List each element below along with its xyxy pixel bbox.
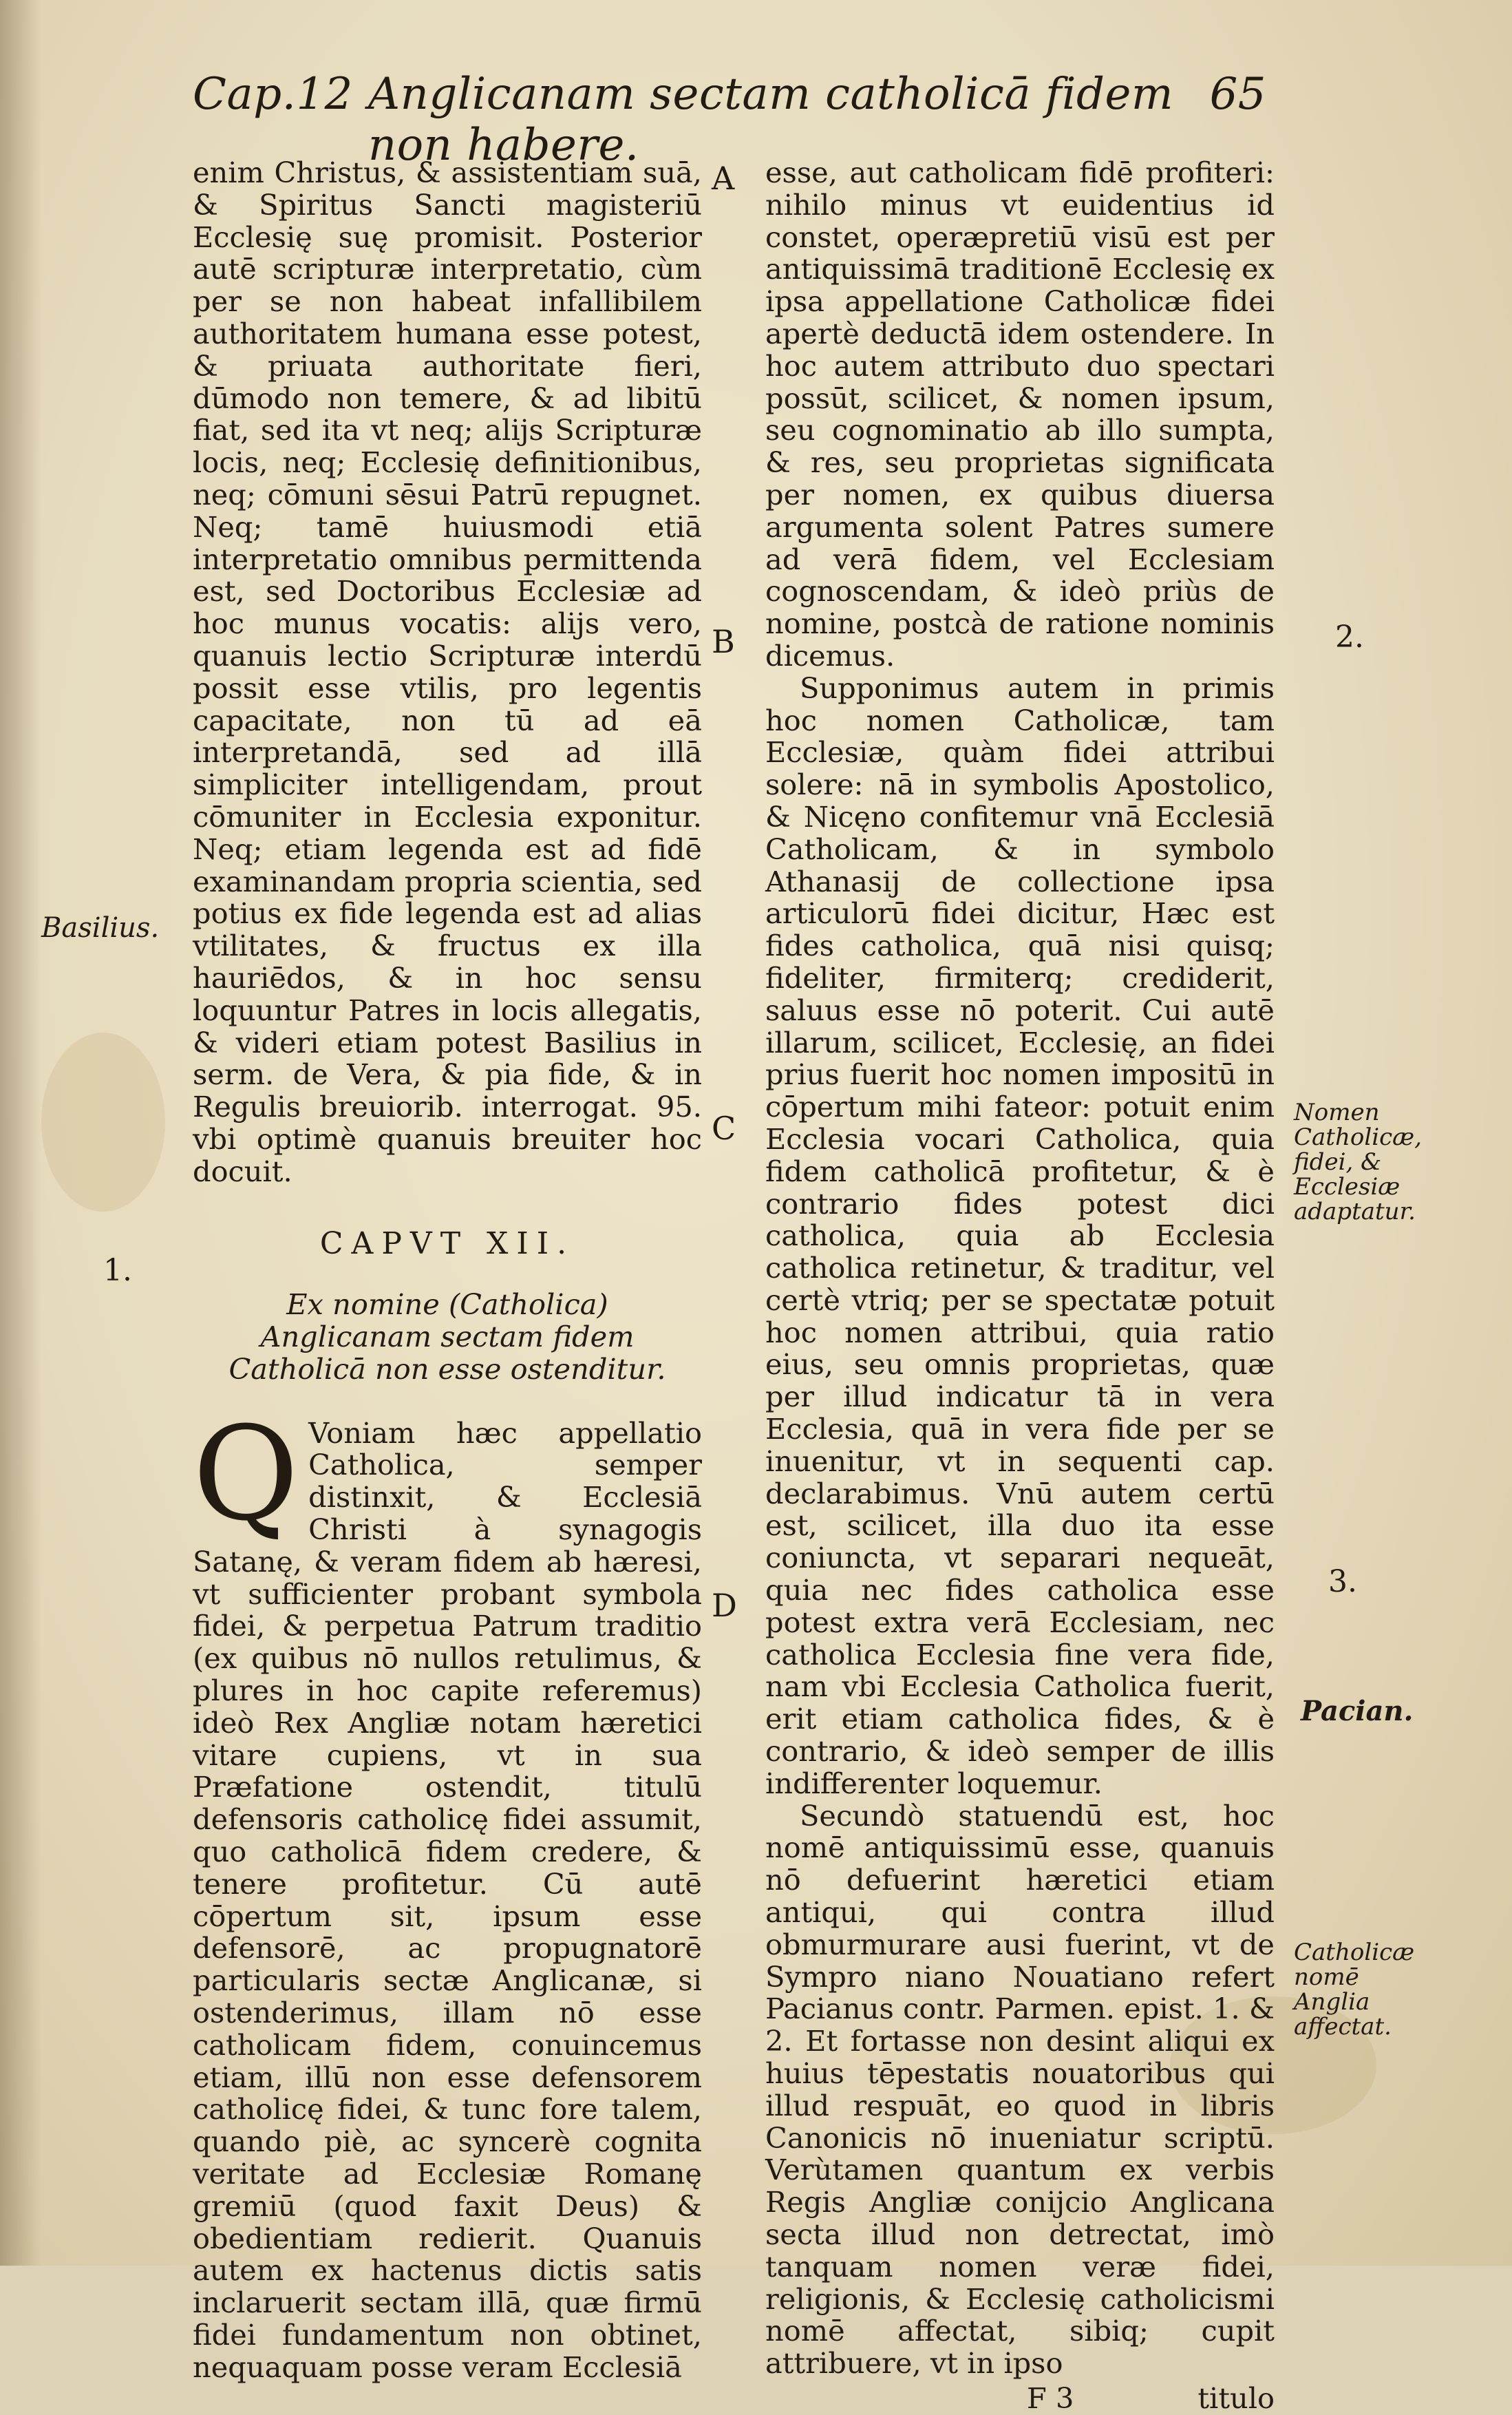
paragraph: Supponimus autem in primis hoc nomen Catholicæ, tam Ecclesiæ, quàm fidei attribui solere: nā in symbolis Apostolico, & Nicęno confitemur vnā Ecclesiā Catholicam, & in symbolo Athanasij de collectione ipsa articulorū fidei dicitur, Hæc est fides catholica, quā nisi quisq; fideliter, firmiterq; crediderit, saluus esse nō poterit. Cui autē illarum, scilicet, Ecclesię, an fidei prius fuerit hoc nomen impositū in cōpertum mihi fateor: potuit enim Ecclesia vocari Catholica, quia fidem catholicā profitetur, & è contrario fides potest dici catholica, quia ab Ecclesia catholica retinetur, & traditur, vel certè vtriq; per se spectatæ potuit hoc nomen attribui, quia ratio eius, seu omnis proprietas, quæ per illud indicatur tā in vera Ecclesia, quā in vera fide per se inuenitur, vt in sequenti cap. declarabimus. Vnū autem certū est, scilicet, illa duo ita esse coniuncta, vt separari nequeāt, quia nec fides catholica esse potest extra verā Ecclesiam, nec catholica Ecclesia fine vera fide, nam vbi Ecclesia Catholica fuerit, erit etiam catholica fides, & è contrario, & ideò semper de illis indifferenter loquemur.: [765, 671, 1275, 1800]
section-letter-b: B: [712, 623, 735, 660]
signature-mark: F 3: [1027, 2381, 1074, 2415]
paper-stain: [41, 1033, 165, 1212]
margin-number-2: 2.: [1335, 620, 1364, 655]
margin-note-pacian: Pacian.: [1301, 1695, 1414, 1727]
margin-note-basilius: Basilius.: [41, 912, 160, 944]
margin-number-3: 3.: [1328, 1564, 1357, 1599]
running-head: [193, 69, 1266, 171]
catchword: titulo: [1197, 2381, 1275, 2415]
chapter-summary: Ex nomine (Catholica) Anglicanam sectam fidem Catholicā non esse ostenditur.: [228, 1287, 666, 1386]
page-number: 65: [1209, 69, 1266, 120]
paragraph: [193, 1398, 702, 2384]
section-letter-a: A: [712, 160, 735, 197]
margin-note-nomen: Nomen Catholicæ, fidei, & Ecclesiæ adaptatur.: [1294, 1099, 1422, 1225]
paragraph: Secundò statuendū est, hoc nomē antiquissimū esse, quanuis nō defuerint hæretici etiam antiqui, qui contra illud obmurmurare ausi fuerint, vt de Sympro niano Nouatiano refert Pacianus contr. Parmen. epist. 1. & 2. Et fortasse non desint aliqui ex huius tēpestatis nouatoribus qui illud respuāt, eo quod in libris Canonicis nō inueniatur scriptū. Verùtamen quantum ex verbis Regis Angliæ conijcio Anglicana secta illud non detrectat, imò tanquam nomen veræ fidei, religionis, & Ecclesię catholicismi nomē affectat, sibiq; cupit attribuere, vt in ipso: [765, 1798, 1275, 2381]
running-title: Anglicanam sectam catholicā fidem non habere.: [368, 69, 1174, 171]
chapter-heading: CAPVT XII.: [319, 1225, 575, 1261]
section-letter-d: D: [712, 1587, 737, 1624]
section-letter-c: C: [712, 1110, 736, 1147]
paragraph-text: Voniam hæc appellatio Catholica, semper distinxit, & Ecclesiā Christi à synagogis Satanę, & veram fidem ab hæresi, vt sufficienter probant symbola fidei, & perpetua Patrum traditio (ex quibus nō nullos retulimus, & plures in hoc capite referemus) ideò Rex Angliæ notam hæretici vitare cupiens, vt in sua Præfatione ostendit, titulū defensoris catholicę fidei assumit, quo catholicā fidem credere, & tenere profitetur. Cū autē cōpertum sit, ipsum esse defensorē, ac propugnatorē particularis sectæ Anglicanæ, si ostenderimus, illam nō esse catholicam fidem, conuincemus etiam, illū non esse defensorem catholicę fidei, & tunc fore talem, quando piè, ac syncerè cognita veritate ad Ecclesiæ Romanę gremiū (quod faxit Deus) & obedientiam redierit. Quanuis autem ex hactenus dictis satis inclaruerit sectam illā, quæ firmū fidei fundamentum non obtinet, nequaquam posse veram Ecclesiā: [193, 1415, 702, 2384]
right-column: [765, 157, 1275, 2415]
drop-capital: Q: [193, 1398, 299, 1550]
left-column: [193, 157, 702, 2384]
margin-note-catholicae: Catholicæ nomē Anglia affectat.: [1294, 1939, 1415, 2040]
chapter-number: Cap.12: [193, 69, 353, 120]
page-gutter-shadow: [0, 0, 41, 2266]
margin-number-1: 1.: [103, 1253, 132, 1288]
paragraph: esse, aut catholicam fidē profiteri: nihilo minus vt euidentius id constet, operæpretiū visū est per antiquissimā traditionē Ecclesię ex ipsa appellatione Catholicæ fidei apertè deductā idem ostendere. In hoc autem attributo duo spectari possūt, scilicet, & nomen ipsum, seu cognominatio ab illo sumpta, & res, seu proprietas significata per nomen, ex quibus diuersa argumenta solent Patres sumere ad verā fidem, vel Ecclesiam cognoscendam, & ideò priùs de nomine, postcà de ratione nominis dicemus.: [765, 156, 1275, 673]
signature-line: [765, 2383, 1275, 2415]
paragraph: enim Christus, & assistentiam suā, & Spiritus Sancti magisteriū Ecclesię suę promisit. Posterior autē scripturæ interpretatio, cùm per se non habeat infallibilem authoritatem humana esse potest, & priuata authoritate fieri, dūmodo non temere, & ad libitū fiat, sed ita vt neq; alijs Scripturæ locis, neq; Ecclesię definitionibus, neq; cōmuni sēsui Patrū repugnet. Neq; tamē huiusmodi etiā interpretatio omnibus permittenda est, sed Doctoribus Ecclesiæ ad hoc munus vocatis: alijs vero, quanuis lectio Scripturæ interdū possit esse vtilis, pro legentis capacitate, non tū ad eā interpretandā, sed ad illā simpliciter intelligendam, prout cōmuniter in Ecclesia exponitur. Neq; etiam legenda est ad fidē examinandam propria scientia, sed potius ex fide legenda est ad alias vtilitates, & fructus ex illa hauriēdos, & in hoc sensu loquuntur Patres in locis allegatis, & videri etiam potest Basilius in serm. de Vera, & pia fide, & in Regulis breuiorib. interrogat. 95. vbi optimè quanuis breuiter hoc docuit.: [193, 156, 702, 1188]
